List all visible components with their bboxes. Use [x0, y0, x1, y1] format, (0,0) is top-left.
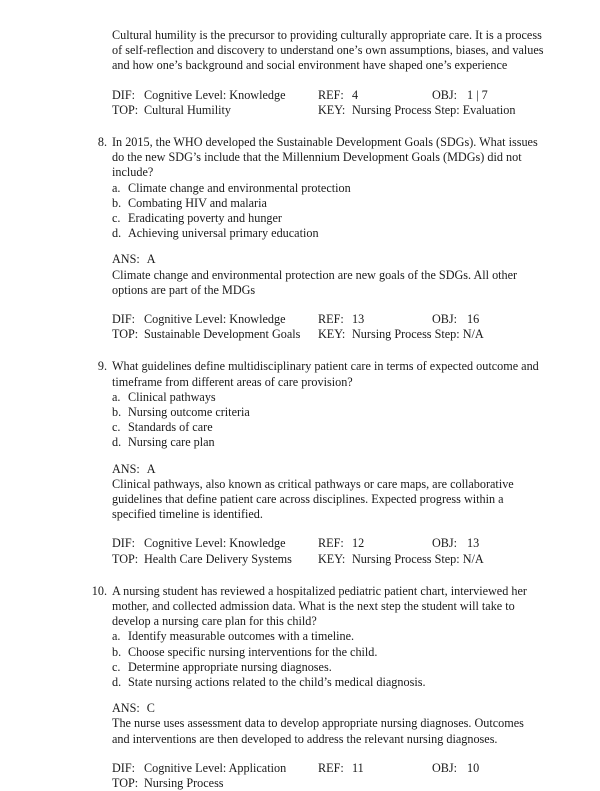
key-value: Nursing Process Step: Evaluation	[352, 102, 516, 117]
answer-value: A	[146, 252, 156, 267]
answer-value: A	[146, 461, 156, 476]
answer-label: ANS:	[112, 252, 140, 267]
ref-value: 4	[352, 87, 359, 102]
top-value: Health Care Delivery Systems	[144, 551, 292, 566]
option-item[interactable]	[112, 181, 544, 196]
option-text: Nursing care plan	[128, 435, 215, 450]
question-number: 9.	[97, 359, 107, 374]
option-text: Eradicating poverty and hunger	[128, 211, 282, 225]
obj-value: 13	[467, 536, 480, 551]
option-item[interactable]	[112, 675, 544, 690]
answer-line	[112, 701, 544, 716]
obj-label: OBJ:	[432, 760, 458, 775]
spacer	[112, 74, 544, 88]
metadata-row	[112, 103, 544, 118]
top-label: TOP:	[112, 776, 139, 791]
ref-label: REF:	[318, 536, 344, 551]
ref-value: 13	[352, 312, 365, 327]
answer-label: ANS:	[112, 701, 140, 716]
option-list	[112, 181, 544, 242]
spacer	[112, 451, 544, 462]
dif-value: Cognitive Level: Knowledge	[144, 87, 286, 102]
ref-label: REF:	[318, 760, 344, 775]
option-letter: c.	[112, 420, 121, 435]
option-list	[112, 390, 544, 451]
metadata-row	[112, 536, 544, 551]
option-text: Climate change and environmental protection	[128, 180, 351, 195]
option-letter: a.	[112, 389, 121, 404]
metadata-row	[112, 327, 544, 342]
ref-value: 12	[352, 536, 365, 551]
ref-label: REF:	[318, 87, 344, 102]
top-value: Nursing Process	[144, 776, 224, 791]
spacer	[112, 241, 544, 252]
question-number: 10.	[91, 583, 107, 598]
metadata-row	[112, 776, 544, 791]
top-value: Cultural Humility	[144, 102, 232, 117]
question-block	[88, 135, 544, 181]
option-letter: a.	[112, 629, 121, 644]
question-metadata	[112, 761, 544, 791]
option-text: Clinical pathways	[128, 389, 216, 404]
metadata-row	[112, 312, 544, 327]
question-block	[88, 584, 544, 630]
option-letter: a.	[112, 180, 121, 195]
dif-label: DIF:	[112, 87, 136, 102]
answer-rationale: Climate change and environmental protection are new goals of the SDGs. All other options are part of the MDGs	[112, 267, 518, 297]
option-item[interactable]	[112, 645, 544, 660]
question-metadata	[112, 536, 544, 566]
intro-metadata	[112, 88, 544, 118]
obj-value: 16	[467, 312, 480, 327]
option-text: Determine appropriate nursing diagnoses.	[128, 659, 332, 674]
option-letter: d.	[112, 435, 122, 450]
obj-label: OBJ:	[432, 312, 458, 327]
question-stem: What guidelines define multidisciplinary patient care in terms of expected outcome and timeframe from different areas of care provision?	[112, 359, 539, 389]
option-item[interactable]	[112, 435, 544, 450]
dif-value: Cognitive Level: Knowledge	[144, 536, 286, 551]
option-item[interactable]	[112, 196, 544, 211]
key-label: KEY:	[318, 102, 346, 117]
key-label: KEY:	[318, 551, 346, 566]
obj-label: OBJ:	[432, 87, 458, 102]
answer-value: C	[146, 701, 155, 716]
option-text: Combating HIV and malaria	[128, 195, 267, 210]
answer-line	[112, 252, 544, 267]
question-metadata	[112, 312, 544, 342]
option-text: Standards of care	[128, 420, 213, 435]
option-list	[112, 629, 544, 690]
option-item[interactable]	[112, 390, 544, 405]
key-label: KEY:	[318, 327, 346, 342]
spacer	[112, 298, 544, 312]
top-value: Sustainable Development Goals	[144, 327, 301, 342]
option-item[interactable]	[112, 211, 544, 226]
ref-label: REF:	[318, 312, 344, 327]
dif-label: DIF:	[112, 760, 136, 775]
dif-value: Cognitive Level: Knowledge	[144, 312, 286, 327]
metadata-row	[112, 88, 544, 103]
answer-rationale: Clinical pathways, also known as critical pathways or care maps, are collaborative guidelines that define patient care across disciplines. Expected progress within a specified timeline is identified.	[112, 476, 514, 522]
question-block	[88, 359, 544, 389]
key-value: Nursing Process Step: N/A	[352, 551, 484, 566]
option-letter: b.	[112, 195, 122, 210]
page-content	[91, 28, 544, 791]
option-letter: b.	[112, 644, 122, 659]
dif-value: Cognitive Level: Application	[144, 760, 287, 775]
spacer	[112, 118, 544, 135]
answer-line	[112, 462, 544, 477]
option-text: Nursing outcome criteria	[128, 405, 250, 419]
metadata-row	[112, 552, 544, 567]
spacer	[112, 342, 544, 359]
obj-value: 1 | 7	[467, 87, 488, 102]
option-text: Choose specific nursing interventions for the child.	[128, 644, 378, 659]
dif-label: DIF:	[112, 536, 136, 551]
spacer	[112, 567, 544, 584]
option-text: State nursing actions related to the child’s medical diagnosis.	[128, 675, 426, 690]
dif-label: DIF:	[112, 312, 136, 327]
option-item[interactable]	[112, 420, 544, 435]
top-label: TOP:	[112, 327, 139, 342]
metadata-row	[112, 761, 544, 776]
question-stem: In 2015, the WHO developed the Sustainable Development Goals (SDGs). What issues do the new SDG’s include that the Millennium Development Goals (MDGs) did not include?	[112, 134, 538, 180]
option-text: Achieving universal primary education	[128, 226, 319, 241]
top-label: TOP:	[112, 102, 139, 117]
obj-label: OBJ:	[432, 536, 458, 551]
spacer	[112, 690, 544, 701]
option-item[interactable]	[112, 226, 544, 241]
option-letter: c.	[112, 211, 121, 225]
question-stem: A nursing student has reviewed a hospitalized pediatric patient chart, interviewed her mother, and collected admission data. What is the next step the student will take to develop a nursing care plan for this child?	[112, 583, 527, 629]
key-value: Nursing Process Step: N/A	[352, 327, 484, 342]
option-item[interactable]	[112, 405, 544, 420]
option-letter: b.	[112, 405, 122, 419]
spacer	[112, 522, 544, 536]
option-letter: d.	[112, 675, 122, 690]
answer-rationale: The nurse uses assessment data to develop appropriate nursing diagnoses. Outcomes and interventions are then developed to address the relevant nursing diagnoses.	[112, 716, 524, 746]
question-number: 8.	[97, 134, 107, 149]
obj-value: 10	[467, 760, 480, 775]
ref-value: 11	[352, 760, 364, 775]
intro-rationale: Cultural humility is the precursor to providing culturally appropriate care. It is a process of self-reflection and discovery to understand one’s own assumptions, biases, and values and how one’s background and social environment have shaped one’s experience	[112, 28, 544, 73]
option-letter: d.	[112, 226, 122, 241]
option-letter: c.	[112, 659, 121, 674]
answer-label: ANS:	[112, 461, 140, 476]
option-item[interactable]	[112, 660, 544, 675]
top-label: TOP:	[112, 551, 139, 566]
option-item[interactable]	[112, 629, 544, 644]
spacer	[112, 747, 544, 761]
option-text: Identify measurable outcomes with a timeline.	[128, 629, 355, 644]
